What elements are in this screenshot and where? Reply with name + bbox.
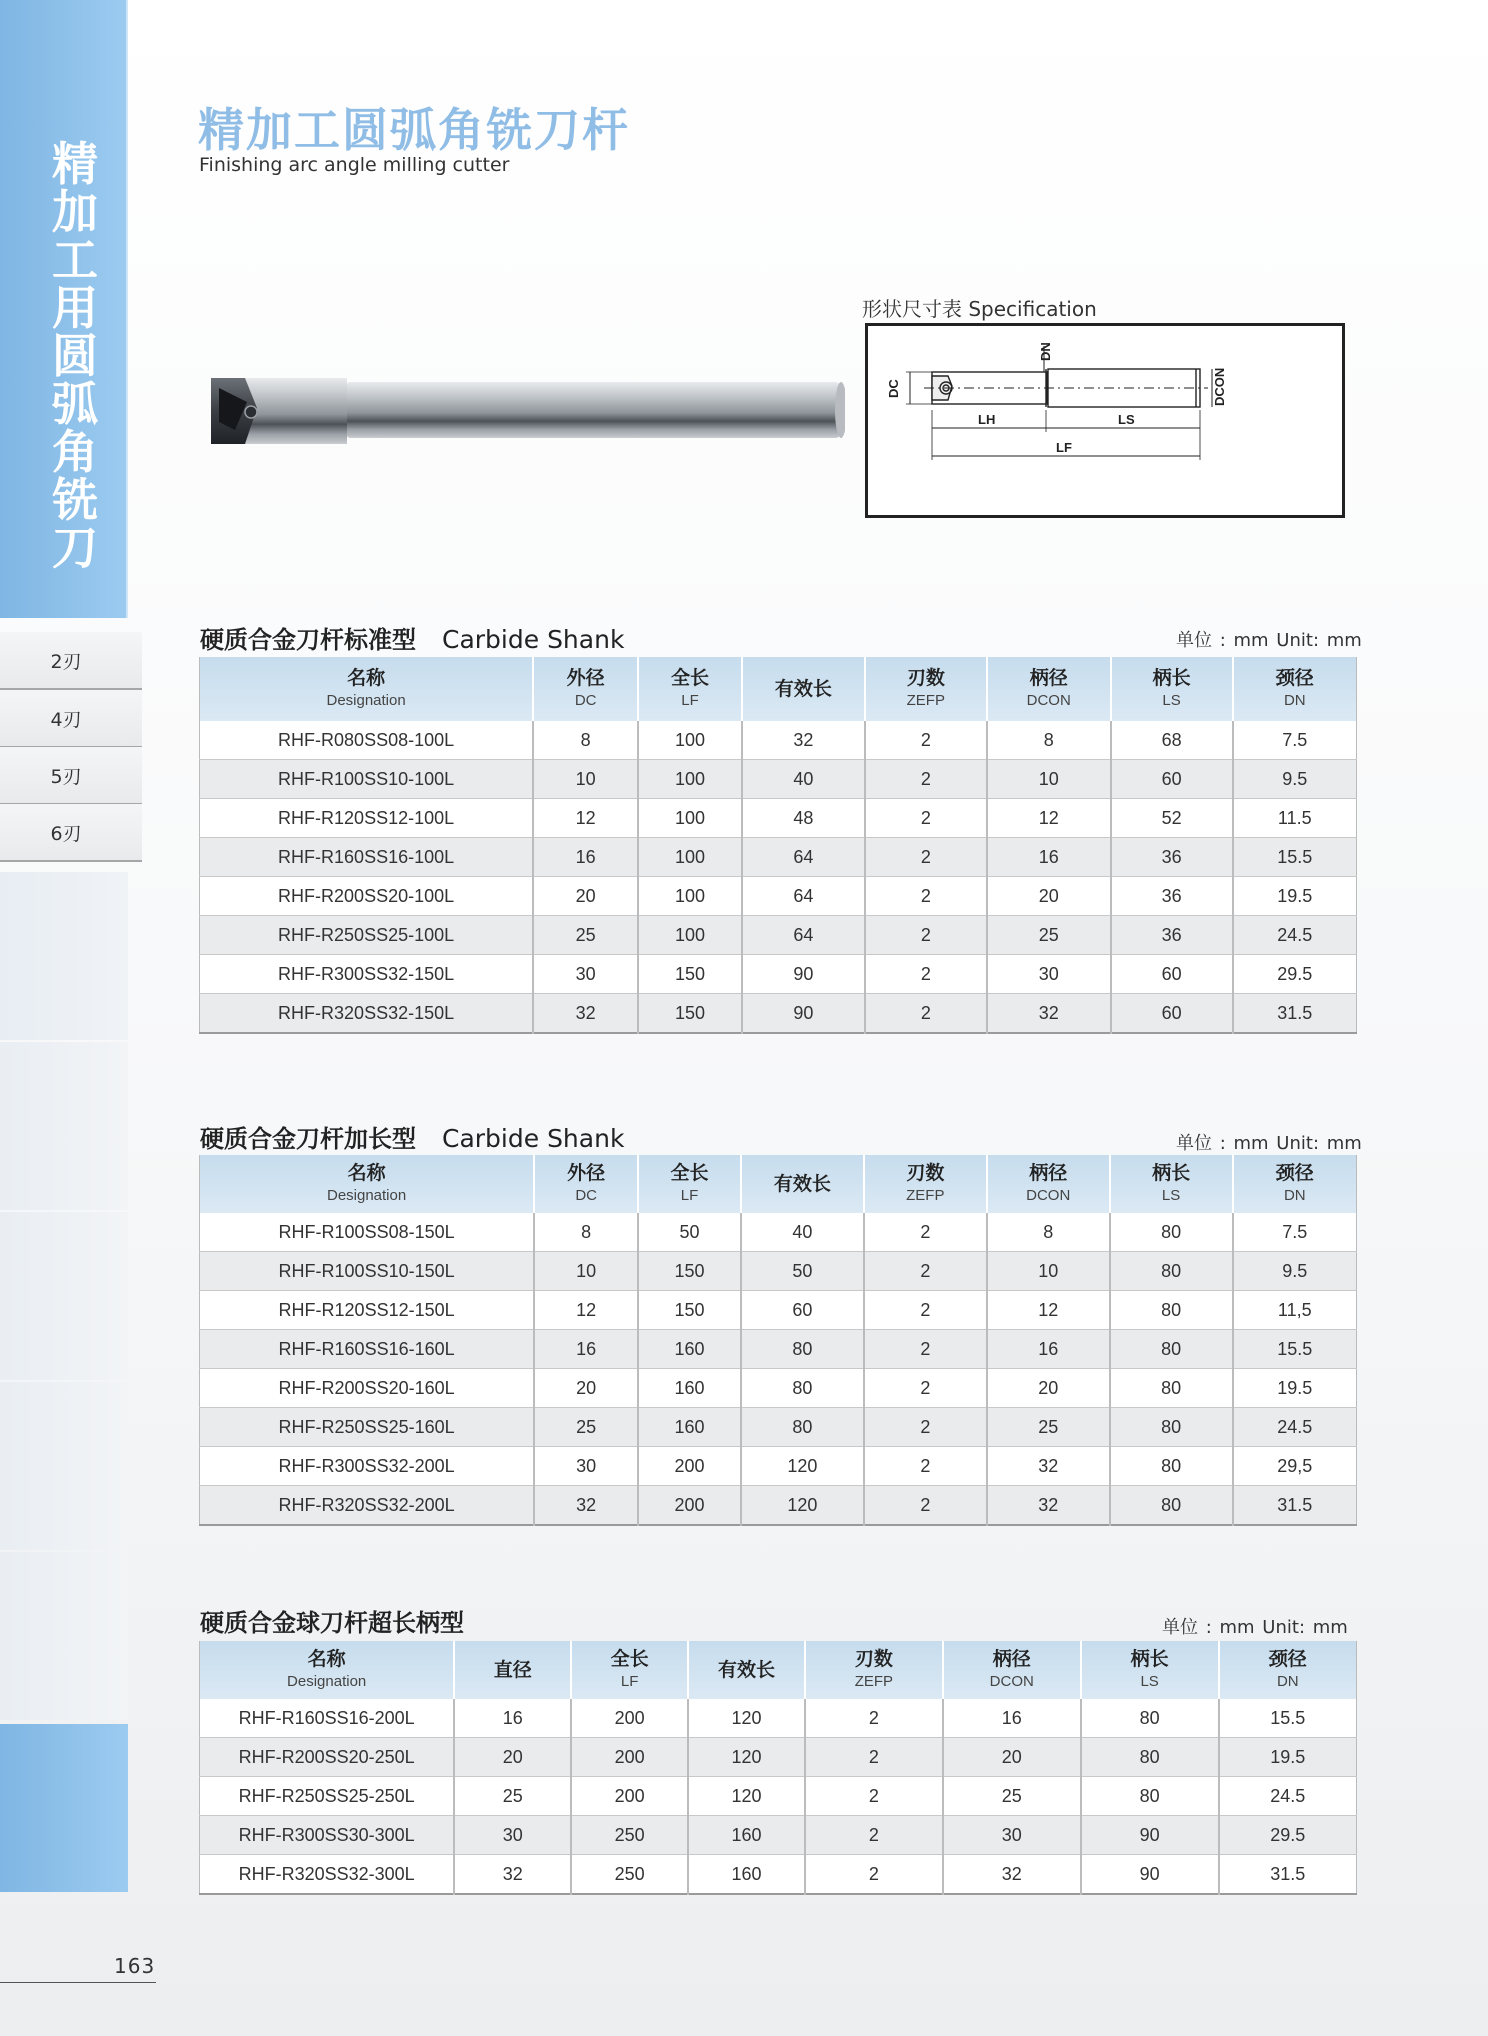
- value-cell: 8: [534, 1213, 638, 1252]
- column-header-code: LS: [1140, 1672, 1159, 1690]
- column-header-label: 全长: [670, 1161, 709, 1184]
- column-header-label: 刃数: [906, 1161, 945, 1184]
- unit-label: 单位 : mm Unit: mm: [1176, 1133, 1362, 1154]
- designation-cell: RHF-R120SS12-150L: [200, 1291, 535, 1330]
- value-cell: 40: [742, 760, 865, 799]
- value-cell: 30: [454, 1816, 571, 1855]
- sidebar-block: [0, 1382, 128, 1550]
- column-header: [200, 657, 534, 721]
- value-cell: 8: [533, 721, 638, 760]
- sidebar-block: [0, 1212, 128, 1380]
- table-row: [200, 1699, 1357, 1738]
- value-cell: 12: [987, 799, 1111, 838]
- value-cell: 16: [533, 838, 638, 877]
- value-cell: 30: [943, 1816, 1081, 1855]
- designation-cell: RHF-R250SS25-100L: [200, 916, 534, 955]
- value-cell: 25: [454, 1777, 571, 1816]
- value-cell: 2: [805, 1855, 943, 1895]
- column-header-code: DCON: [1026, 1186, 1071, 1204]
- value-cell: 100: [638, 760, 742, 799]
- unit-label: 单位 : mm Unit: mm: [1162, 1617, 1348, 1638]
- sidebar-tab-5-flute[interactable]: 5刃: [0, 747, 142, 805]
- column-header-code: DC: [574, 691, 597, 709]
- sidebar-active-block: [0, 1724, 128, 1892]
- value-cell: 15.5: [1233, 838, 1357, 877]
- value-cell: 60: [1111, 955, 1233, 994]
- value-cell: 31.5: [1233, 994, 1357, 1034]
- value-cell: 100: [638, 838, 742, 877]
- column-header-code: LF: [680, 1186, 699, 1204]
- table-row: [200, 1855, 1357, 1895]
- value-cell: 9.5: [1233, 760, 1357, 799]
- column-header: [865, 657, 987, 721]
- spec-diagram: [865, 323, 1345, 518]
- column-header: [533, 657, 638, 721]
- spec-table-standard: [199, 657, 1357, 1034]
- designation-cell: RHF-R200SS20-160L: [200, 1369, 535, 1408]
- value-cell: 200: [571, 1738, 688, 1777]
- value-cell: 2: [865, 955, 987, 994]
- value-cell: 16: [454, 1699, 571, 1738]
- table-row: [200, 955, 1357, 994]
- column-header: [1081, 1641, 1219, 1699]
- value-cell: 100: [638, 916, 742, 955]
- column-header: [987, 657, 1111, 721]
- value-cell: 36: [1111, 916, 1233, 955]
- table-row: [200, 1252, 1357, 1291]
- column-header-label: 全长: [671, 666, 710, 689]
- designation-cell: RHF-R250SS25-160L: [200, 1408, 535, 1447]
- value-cell: 31.5: [1219, 1855, 1357, 1895]
- value-cell: 24.5: [1219, 1777, 1357, 1816]
- column-header-code: DN: [1276, 1672, 1299, 1690]
- value-cell: 32: [987, 1447, 1110, 1486]
- value-cell: 80: [1110, 1486, 1233, 1526]
- value-cell: 80: [1110, 1447, 1233, 1486]
- column-header-code: DCON: [989, 1672, 1034, 1690]
- column-header: [688, 1641, 805, 1699]
- sidebar-tab-2-flute[interactable]: 2刃: [0, 632, 142, 690]
- value-cell: 90: [1081, 1855, 1219, 1895]
- table-row: [200, 1291, 1357, 1330]
- table-row: [200, 838, 1357, 877]
- sidebar-title: 精加工用圆弧角铣刀: [52, 137, 98, 575]
- value-cell: 12: [987, 1291, 1110, 1330]
- column-header-code: LF: [681, 691, 699, 709]
- column-header: [742, 657, 865, 721]
- value-cell: 160: [638, 1369, 741, 1408]
- value-cell: 2: [864, 1330, 987, 1369]
- designation-cell: RHF-R320SS32-300L: [200, 1855, 455, 1895]
- value-cell: 20: [943, 1738, 1081, 1777]
- value-cell: 150: [638, 1252, 741, 1291]
- value-cell: 9.5: [1233, 1252, 1357, 1291]
- value-cell: 24.5: [1233, 916, 1357, 955]
- value-cell: 2: [865, 838, 987, 877]
- value-cell: 11,5: [1233, 1291, 1357, 1330]
- value-cell: 2: [864, 1369, 987, 1408]
- value-cell: 100: [638, 799, 742, 838]
- value-cell: 7.5: [1233, 721, 1357, 760]
- value-cell: 64: [742, 877, 865, 916]
- column-header-code: DN: [1283, 1186, 1306, 1204]
- value-cell: 10: [534, 1252, 638, 1291]
- spec-table-ultra-long: [199, 1641, 1357, 1895]
- value-cell: 80: [1110, 1369, 1233, 1408]
- value-cell: 31.5: [1233, 1486, 1357, 1526]
- designation-cell: RHF-R300SS32-150L: [200, 955, 534, 994]
- value-cell: 25: [987, 916, 1111, 955]
- value-cell: 32: [742, 721, 865, 760]
- dim-lf: LF: [1056, 440, 1072, 455]
- page-subtitle: Finishing arc angle milling cutter: [199, 154, 510, 176]
- sidebar-block: [0, 1552, 128, 1720]
- designation-cell: RHF-R320SS32-150L: [200, 994, 534, 1034]
- value-cell: 32: [534, 1486, 638, 1526]
- value-cell: 25: [533, 916, 638, 955]
- sidebar-tab-4-flute[interactable]: 4刃: [0, 690, 142, 748]
- dim-dc: DC: [886, 379, 901, 398]
- dim-lh: LH: [978, 412, 996, 427]
- designation-cell: RHF-R080SS08-100L: [200, 721, 534, 760]
- value-cell: 2: [865, 799, 987, 838]
- value-cell: 200: [638, 1486, 741, 1526]
- value-cell: 19.5: [1233, 1369, 1357, 1408]
- value-cell: 60: [1111, 994, 1233, 1034]
- value-cell: 90: [742, 955, 865, 994]
- column-header: [987, 1155, 1110, 1213]
- spec-diagram-drawing: [868, 326, 1342, 515]
- value-cell: 7.5: [1233, 1213, 1357, 1252]
- cutter-shank-photo: [205, 372, 845, 448]
- sidebar: [0, 0, 156, 2036]
- value-cell: 24.5: [1233, 1408, 1357, 1447]
- value-cell: 30: [987, 955, 1111, 994]
- value-cell: 30: [534, 1447, 638, 1486]
- column-header: [943, 1641, 1081, 1699]
- value-cell: 200: [571, 1699, 688, 1738]
- value-cell: 60: [1111, 760, 1233, 799]
- value-cell: 25: [987, 1408, 1110, 1447]
- value-cell: 80: [741, 1369, 864, 1408]
- value-cell: 80: [1081, 1699, 1219, 1738]
- spec-label: 形状尺寸表 Specification: [862, 297, 1097, 321]
- value-cell: 20: [533, 877, 638, 916]
- value-cell: 11.5: [1233, 799, 1357, 838]
- designation-cell: RHF-R200SS20-100L: [200, 877, 534, 916]
- value-cell: 100: [638, 877, 742, 916]
- value-cell: 150: [638, 994, 742, 1034]
- column-header-code: LS: [1161, 1186, 1181, 1204]
- table-row: [200, 1330, 1357, 1369]
- value-cell: 10: [987, 1252, 1110, 1291]
- designation-cell: RHF-R200SS20-250L: [200, 1738, 455, 1777]
- value-cell: 150: [638, 955, 742, 994]
- column-header: [638, 657, 742, 721]
- table-row: [200, 721, 1357, 760]
- column-header: [571, 1641, 688, 1699]
- value-cell: 12: [533, 799, 638, 838]
- value-cell: 80: [1081, 1777, 1219, 1816]
- value-cell: 16: [987, 838, 1111, 877]
- value-cell: 2: [865, 877, 987, 916]
- value-cell: 12: [534, 1291, 638, 1330]
- value-cell: 8: [987, 1213, 1110, 1252]
- value-cell: 160: [688, 1855, 805, 1895]
- column-header-label: 名称: [347, 666, 386, 689]
- column-header-code: ZEFP: [906, 691, 945, 709]
- column-header-label: 柄径: [992, 1647, 1031, 1670]
- column-header: [1110, 1155, 1233, 1213]
- value-cell: 80: [1081, 1738, 1219, 1777]
- value-cell: 2: [805, 1816, 943, 1855]
- table-row: [200, 1816, 1357, 1855]
- column-header-label: 名称: [347, 1161, 386, 1184]
- designation-cell: RHF-R160SS16-160L: [200, 1330, 535, 1369]
- table-row: [200, 1369, 1357, 1408]
- value-cell: 30: [533, 955, 638, 994]
- column-header: [805, 1641, 943, 1699]
- table-row: [200, 1486, 1357, 1526]
- value-cell: 2: [865, 760, 987, 799]
- column-header: [534, 1155, 638, 1213]
- column-header: [1233, 657, 1357, 721]
- table-row: [200, 1213, 1357, 1252]
- column-header-code: ZEFP: [854, 1672, 894, 1690]
- value-cell: 25: [534, 1408, 638, 1447]
- value-cell: 19.5: [1233, 877, 1357, 916]
- value-cell: 90: [742, 994, 865, 1034]
- value-cell: 20: [534, 1369, 638, 1408]
- value-cell: 80: [1110, 1408, 1233, 1447]
- section-title-standard: 硬质合金刀杆标准型 Carbide Shank: [200, 625, 625, 654]
- value-cell: 10: [987, 760, 1111, 799]
- dim-dcon: DCON: [1212, 367, 1227, 406]
- designation-cell: RHF-R160SS16-200L: [200, 1699, 455, 1738]
- column-header-code: DCON: [1026, 691, 1071, 709]
- table-row: [200, 1447, 1357, 1486]
- value-cell: 80: [1110, 1330, 1233, 1369]
- designation-cell: RHF-R250SS25-250L: [200, 1777, 455, 1816]
- column-header: [454, 1641, 571, 1699]
- column-header-code: DC: [575, 1186, 597, 1204]
- designation-cell: RHF-R320SS32-200L: [200, 1486, 535, 1526]
- column-header-code: LF: [620, 1672, 639, 1690]
- value-cell: 19.5: [1219, 1738, 1357, 1777]
- column-header: [864, 1155, 987, 1213]
- column-header: [200, 1641, 455, 1699]
- value-cell: 50: [638, 1213, 741, 1252]
- column-header-label: 名称: [307, 1647, 346, 1670]
- value-cell: 120: [688, 1699, 805, 1738]
- value-cell: 120: [741, 1447, 864, 1486]
- value-cell: 120: [688, 1777, 805, 1816]
- value-cell: 64: [742, 916, 865, 955]
- column-header-label: 柄径: [1029, 666, 1068, 689]
- value-cell: 120: [741, 1486, 864, 1526]
- value-cell: 2: [864, 1252, 987, 1291]
- column-header-code: Designation: [326, 1186, 407, 1204]
- value-cell: 29,5: [1233, 1447, 1357, 1486]
- value-cell: 2: [864, 1447, 987, 1486]
- value-cell: 2: [805, 1738, 943, 1777]
- value-cell: 32: [987, 994, 1111, 1034]
- column-header-label: 有效长: [773, 1173, 831, 1195]
- column-header: [1111, 657, 1233, 721]
- table-row: [200, 1777, 1357, 1816]
- value-cell: 2: [865, 916, 987, 955]
- value-cell: 20: [987, 1369, 1110, 1408]
- value-cell: 60: [741, 1291, 864, 1330]
- column-header-code: Designation: [287, 1672, 367, 1690]
- column-header-label: 柄长: [1152, 666, 1191, 689]
- designation-cell: RHF-R300SS30-300L: [200, 1816, 455, 1855]
- column-header: [638, 1155, 741, 1213]
- value-cell: 15.5: [1219, 1699, 1357, 1738]
- value-cell: 40: [741, 1213, 864, 1252]
- value-cell: 2: [865, 994, 987, 1034]
- designation-cell: RHF-R300SS32-200L: [200, 1447, 535, 1486]
- value-cell: 80: [741, 1330, 864, 1369]
- value-cell: 32: [533, 994, 638, 1034]
- value-cell: 10: [533, 760, 638, 799]
- column-header-label: 有效长: [718, 1659, 776, 1681]
- value-cell: 29.5: [1219, 1816, 1357, 1855]
- value-cell: 15.5: [1233, 1330, 1357, 1369]
- designation-cell: RHF-R100SS10-100L: [200, 760, 534, 799]
- table-row: [200, 1408, 1357, 1447]
- column-header: [200, 1155, 535, 1213]
- value-cell: 2: [805, 1699, 943, 1738]
- value-cell: 2: [805, 1777, 943, 1816]
- dim-ls: LS: [1118, 412, 1135, 427]
- column-header-label: 颈径: [1275, 666, 1314, 689]
- section-title-extended: 硬质合金刀杆加长型 Carbide Shank: [200, 1124, 625, 1153]
- value-cell: 25: [943, 1777, 1081, 1816]
- value-cell: 68: [1111, 721, 1233, 760]
- value-cell: 200: [571, 1777, 688, 1816]
- section-title-ultra-long: 硬质合金球刀杆超长柄型: [200, 1609, 464, 1637]
- designation-cell: RHF-R100SS10-150L: [200, 1252, 535, 1291]
- value-cell: 29.5: [1233, 955, 1357, 994]
- column-header-label: 颈径: [1268, 1647, 1307, 1670]
- column-header: [1233, 1155, 1357, 1213]
- column-header-label: 有效长: [774, 678, 832, 700]
- value-cell: 200: [638, 1447, 741, 1486]
- table-row: [200, 799, 1357, 838]
- value-cell: 32: [987, 1486, 1110, 1526]
- column-header-label: 刃数: [854, 1647, 893, 1670]
- dim-dn: DN: [1038, 342, 1053, 361]
- page-number: 163: [114, 1954, 156, 1978]
- sidebar-title-block: [0, 0, 128, 618]
- value-cell: 250: [571, 1855, 688, 1895]
- table-row: [200, 877, 1357, 916]
- value-cell: 2: [864, 1291, 987, 1330]
- value-cell: 80: [1110, 1213, 1233, 1252]
- column-header-label: 外径: [567, 1161, 606, 1184]
- value-cell: 150: [638, 1291, 741, 1330]
- value-cell: 50: [741, 1252, 864, 1291]
- sidebar-block: [0, 872, 128, 1040]
- table-row: [200, 994, 1357, 1034]
- column-header-code: Designation: [326, 691, 406, 709]
- spec-table-extended: [199, 1155, 1357, 1526]
- value-cell: 2: [864, 1408, 987, 1447]
- table-row: [200, 760, 1357, 799]
- value-cell: 32: [454, 1855, 571, 1895]
- designation-cell: RHF-R120SS12-100L: [200, 799, 534, 838]
- value-cell: 80: [741, 1408, 864, 1447]
- value-cell: 2: [864, 1486, 987, 1526]
- value-cell: 16: [534, 1330, 638, 1369]
- column-header-code: LS: [1162, 691, 1181, 709]
- column-header: [741, 1155, 864, 1213]
- table-row: [200, 1738, 1357, 1777]
- column-header: [1219, 1641, 1357, 1699]
- value-cell: 36: [1111, 877, 1233, 916]
- sidebar-tab-6-flute[interactable]: 6刃: [0, 804, 142, 862]
- value-cell: 20: [987, 877, 1111, 916]
- value-cell: 2: [864, 1213, 987, 1252]
- sidebar-block: [0, 1042, 128, 1210]
- value-cell: 8: [987, 721, 1111, 760]
- value-cell: 32: [943, 1855, 1081, 1895]
- value-cell: 64: [742, 838, 865, 877]
- value-cell: 100: [638, 721, 742, 760]
- column-header-label: 外径: [566, 666, 605, 689]
- value-cell: 120: [688, 1738, 805, 1777]
- column-header-label: 柄长: [1152, 1161, 1191, 1184]
- value-cell: 160: [688, 1816, 805, 1855]
- page-number-rule: [0, 1982, 156, 1983]
- page-title: 精加工圆弧角铣刀杆: [198, 103, 630, 157]
- column-header-label: 刃数: [906, 666, 945, 689]
- column-header-label: 直径: [493, 1659, 532, 1681]
- value-cell: 2: [865, 721, 987, 760]
- unit-label: 单位 : mm Unit: mm: [1176, 630, 1362, 651]
- column-header-code: ZEFP: [906, 1186, 945, 1204]
- value-cell: 48: [742, 799, 865, 838]
- value-cell: 80: [1110, 1252, 1233, 1291]
- value-cell: 16: [987, 1330, 1110, 1369]
- column-header-label: 颈径: [1275, 1161, 1314, 1184]
- value-cell: 16: [943, 1699, 1081, 1738]
- column-header-label: 柄长: [1130, 1647, 1169, 1670]
- value-cell: 160: [638, 1330, 741, 1369]
- designation-cell: RHF-R160SS16-100L: [200, 838, 534, 877]
- value-cell: 250: [571, 1816, 688, 1855]
- table-row: [200, 916, 1357, 955]
- value-cell: 20: [454, 1738, 571, 1777]
- value-cell: 52: [1111, 799, 1233, 838]
- column-header-code: DN: [1283, 691, 1306, 709]
- value-cell: 90: [1081, 1816, 1219, 1855]
- value-cell: 36: [1111, 838, 1233, 877]
- value-cell: 80: [1110, 1291, 1233, 1330]
- designation-cell: RHF-R100SS08-150L: [200, 1213, 535, 1252]
- column-header-label: 全长: [610, 1647, 649, 1670]
- column-header-label: 柄径: [1029, 1161, 1068, 1184]
- value-cell: 160: [638, 1408, 741, 1447]
